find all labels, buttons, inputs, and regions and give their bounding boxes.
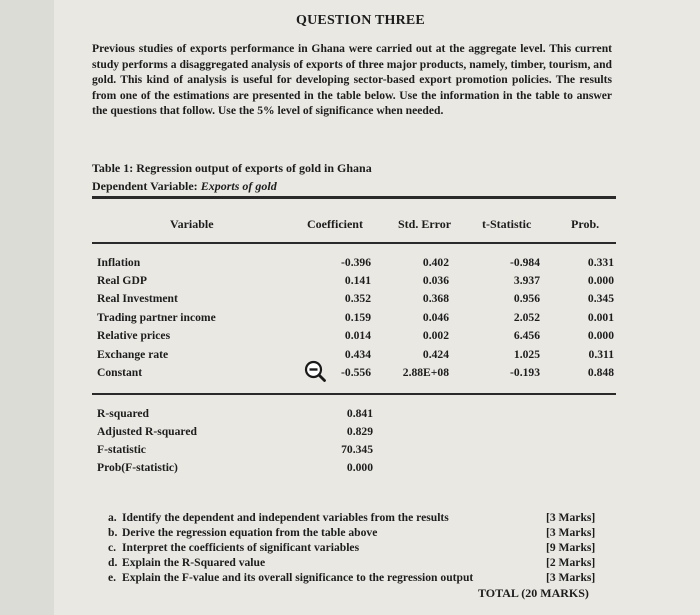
row-prob: 0.001: [587, 311, 614, 324]
stat-value: 0.829: [346, 425, 373, 438]
row-coefficient: -0.396: [341, 256, 371, 269]
row-prob: 0.000: [587, 329, 614, 342]
row-variable: Real Investment: [97, 292, 178, 305]
table-row: [0, 348, 700, 366]
row-t-statistic: 1.025: [513, 348, 540, 361]
row-variable: Trading partner income: [97, 311, 216, 324]
row-coefficient: -0.556: [341, 366, 371, 379]
dependent-variable-name: Exports of gold: [200, 179, 277, 193]
row-prob: 0.848: [587, 366, 614, 379]
table-row: [0, 366, 700, 384]
table-stats-rule: [92, 393, 616, 395]
question-marks: [3 Marks]: [546, 511, 596, 524]
question-letter: a.: [108, 511, 117, 524]
row-prob: 0.345: [587, 292, 614, 305]
stat-value: 70.345: [341, 443, 373, 456]
row-t-statistic: 0.956: [513, 292, 540, 305]
question-title: QUESTION THREE: [296, 13, 425, 28]
table-row: [0, 311, 700, 329]
question-marks: [3 Marks]: [546, 526, 596, 539]
table-top-rule: [92, 196, 616, 199]
row-prob: 0.331: [587, 256, 614, 269]
question-item: [108, 511, 628, 526]
question-text: Explain the R-Squared value: [122, 556, 266, 569]
question-item: [108, 541, 628, 556]
row-coefficient: 0.434: [344, 348, 371, 361]
row-variable: Real GDP: [97, 274, 147, 287]
header-t-statistic: t-Statistic: [482, 217, 532, 231]
question-letter: b.: [108, 526, 118, 539]
question-text: Identify the dependent and independent variables from the results: [122, 511, 449, 524]
stats-row: [0, 425, 700, 443]
dependent-variable-line: Dependent Variable: Exports of gold: [92, 179, 277, 193]
question-text: Interpret the coefficients of significant variables: [122, 541, 360, 554]
table-row: [0, 274, 700, 292]
row-coefficient: 0.014: [344, 329, 371, 342]
row-prob: 0.311: [588, 348, 614, 361]
table-caption: Table 1: Regression output of exports of gold in Ghana: [92, 161, 372, 175]
row-t-statistic: 2.052: [513, 311, 540, 324]
total-marks: TOTAL (20 MARKS): [478, 586, 589, 600]
row-prob: 0.000: [587, 274, 614, 287]
question-marks: [9 Marks]: [546, 541, 596, 554]
row-variable: Exchange rate: [97, 348, 169, 361]
row-std-error: 0.036: [422, 274, 449, 287]
stats-row: [0, 443, 700, 461]
stat-label: F-statistic: [97, 443, 146, 456]
question-letter: e.: [108, 571, 117, 584]
row-std-error: 2.88E+08: [402, 366, 449, 379]
row-std-error: 0.002: [422, 329, 449, 342]
row-variable: Inflation: [97, 256, 141, 269]
row-std-error: 0.424: [422, 348, 449, 361]
stat-label: Adjusted R-squared: [97, 425, 197, 438]
stat-label: R-squared: [97, 407, 149, 420]
question-marks: [3 Marks]: [546, 571, 596, 584]
row-std-error: 0.402: [422, 256, 449, 269]
header-std-error: Std. Error: [398, 217, 452, 231]
row-t-statistic: -0.984: [510, 256, 540, 269]
question-item: [108, 526, 628, 541]
table-row: [0, 292, 700, 310]
intro-paragraph: Previous studies of exports performance in Ghana were carried out at the aggregate level. This current study performs a disaggregated analysis of exports of three major products, namely, timber, tourism, and gold. This kind of analysis is useful for developing sector-based export promotion policies. The results from one of the estimations are presented in the table below. Use the information in the table to answer the questions that follow. Use the 5% level of significance when needed.: [92, 42, 612, 118]
row-std-error: 0.046: [422, 311, 449, 324]
stat-value: 0.000: [346, 461, 373, 474]
stat-label: Prob(F-statistic): [97, 461, 178, 474]
question-item: [108, 556, 628, 571]
question-letter: c.: [108, 541, 117, 554]
row-t-statistic: -0.193: [510, 366, 540, 379]
row-t-statistic: 3.937: [513, 274, 540, 287]
stats-row: [0, 407, 700, 425]
header-prob: Prob.: [571, 217, 600, 231]
question-text: Explain the F-value and its overall significance to the regression output: [122, 571, 474, 584]
table-row: [0, 256, 700, 274]
stat-value: 0.841: [346, 407, 373, 420]
question-letter: d.: [108, 556, 118, 569]
table-header-rule: [92, 242, 616, 244]
question-text: Derive the regression equation from the table above: [122, 526, 378, 539]
table-row: [0, 329, 700, 347]
row-coefficient: 0.141: [344, 274, 371, 287]
row-std-error: 0.368: [422, 292, 449, 305]
row-coefficient: 0.159: [344, 311, 371, 324]
row-variable: Constant: [97, 366, 143, 379]
stats-row: [0, 461, 700, 479]
row-t-statistic: 6.456: [513, 329, 540, 342]
row-variable: Relative prices: [97, 329, 171, 342]
question-item: [108, 571, 628, 586]
header-variable: Variable: [170, 217, 214, 231]
zoom-out-icon[interactable]: [304, 360, 326, 382]
question-marks: [2 Marks]: [546, 556, 596, 569]
row-coefficient: 0.352: [344, 292, 371, 305]
header-coefficient: Coefficient: [307, 217, 363, 231]
